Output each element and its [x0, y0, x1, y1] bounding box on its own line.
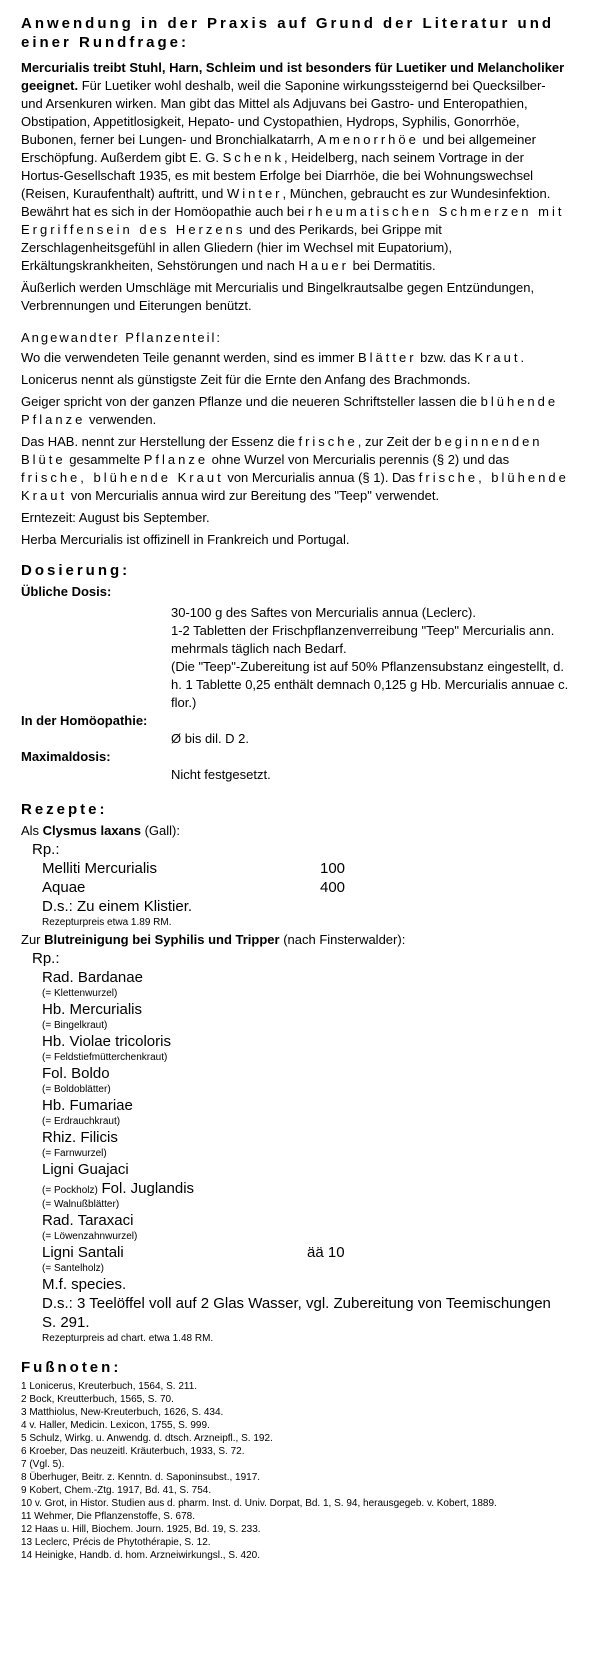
intro-text: Für Luetiker wohl deshalb, weil die Saponine wirkungssteigernd bei Quecksilber- und Arsenkuren wirken. Man gibt das Mittel als Adjuvans bei Gastro- und Enteropathien, Obstipation, Appetitlosigkeit, Hepato- und Cystopathien, Hydrops, Syphilis, Gonorrhöe, Bubonen, ferner bei Lungen- und Bronchialkatarrh, [21, 78, 546, 147]
ingredient-name: Hb. Fumariae [42, 1097, 133, 1114]
ingredient-name: Rhiz. Filicis [42, 1129, 118, 1146]
footnote: 1 Lonicerus, Kreuterbuch, 1564, S. 211. [21, 1381, 198, 1392]
footnote: 5 Schulz, Wirkg. u. Anwendg. d. dtsch. Arzneipfl., S. 192. [21, 1433, 273, 1444]
spaced-term: Winter [226, 186, 283, 201]
footnote: 2 Bock, Kreutterbuch, 1565, S. 70. [21, 1394, 174, 1405]
text: von Mercurialis annua (§ 1). Das [223, 470, 419, 485]
ingredient-note: (= Walnußblätter) [42, 1199, 120, 1210]
footnote: 11 Wehmer, Die Pflanzenstoffe, S. 678. [21, 1511, 195, 1522]
footnote: 10 v. Grot, in Histor. Studien aus d. pharm. Inst. d. Univ. Dorpat, Bd. 1, S. 94, herausgegeb. v. Kobert, 1889. [21, 1498, 497, 1509]
plant-part-title: Angewandter Pflanzenteil: [21, 330, 223, 345]
signature-instruction: D.s.: Zu einem Klistier. [42, 898, 193, 915]
footnote: 9 Kobert, Chem.-Ztg. 1917, Bd. 41, S. 754. [21, 1485, 212, 1496]
footnote: 4 v. Haller, Medicin. Lexicon, 1755, S. 999. [21, 1420, 210, 1431]
footnote: 3 Matthiolus, New-Kreuterbuch, 1626, S. 434. [21, 1407, 224, 1418]
dosage-title: Dosierung: [21, 562, 131, 579]
ingredient-name: Ligni Santali [42, 1244, 124, 1261]
ingredient-note: (= Farnwurzel) [42, 1148, 107, 1159]
footnotes-title: Fußnoten: [21, 1359, 122, 1376]
ingredient-name: Rad. Bardanae [42, 969, 143, 986]
intro-text: und bei allgemeiner Erschöpfung. Außerdem gibt E. G. [21, 132, 536, 165]
spaced-term: Amenorrhöe [317, 132, 419, 147]
max-dose-label: Maximaldosis: [21, 749, 111, 764]
ingredient-name: Aquae [42, 879, 86, 896]
ingredient-note: (= Bingelkraut) [42, 1020, 108, 1031]
plant-part-paragraph [21, 349, 569, 367]
ingredient-name: Hb. Mercurialis [42, 1001, 143, 1018]
recipe-price: Rezepturpreis etwa 1.89 RM. [42, 917, 172, 928]
recipes-title: Rezepte: [21, 801, 108, 818]
spaced-term: Blätter [357, 350, 417, 365]
ingredient-line [21, 1179, 569, 1198]
ingredient-row [21, 859, 569, 878]
ingredient-note: (= Boldoblätter) [42, 1084, 111, 1095]
document-page [21, 14, 569, 1562]
ingredient-note: (= Pockholz) [42, 1185, 98, 1196]
ingredient-amount: 100 [320, 860, 346, 877]
text: von Mercurialis annua wird zur Bereitung des "Teep" verwendet. [67, 488, 440, 503]
ingredient-amount: ää 10 [307, 1244, 345, 1261]
text: bzw. das [416, 350, 475, 365]
external-use-paragraph: Äußerlich werden Umschläge mit Mercurialis und Bingelkrautsalbe gegen Entzündungen, Verbrennungen und Eiterungen benützt. [21, 280, 535, 313]
usual-dose-label: Übliche Dosis: [21, 584, 112, 599]
footnote: 7 (Vgl. 5). [21, 1459, 65, 1470]
text: , zur Zeit der [357, 434, 435, 449]
text: . [520, 350, 525, 365]
usual-dose-value-3: (Die "Teep"-Zubereitung ist auf 50% Pflanzensubstanz eingestellt, d. h. 1 Tablette 0,25 enthält demnach 0,125 g Hb. Mercurialis annuae c. flor.) [171, 659, 569, 710]
text: Das HAB. nennt zur Herstellung der Essenz die [21, 434, 299, 449]
text: (nach Finsterwalder): [279, 932, 406, 947]
text: gesammelte [65, 452, 144, 467]
recipe-name: Clysmus laxans [42, 823, 141, 838]
geiger-paragraph [21, 393, 569, 429]
spaced-term: beginnenden Blüte [21, 434, 543, 467]
ingredient-amount: 400 [320, 879, 346, 896]
ingredient-note: (= Santelholz) [42, 1263, 104, 1274]
rp-label: Rp.: [32, 841, 60, 858]
homeopathy-label: In der Homöopathie: [21, 713, 148, 728]
intro-paragraph [21, 59, 569, 275]
intro-text: , Heidelberg, nach seinem Vortrage in der Hortus-Gesellschaft 1935, es mit bestem Erfolge bei Diarrhöe, die bei Wohnungswechsel (Reisen, Kuraufenthalt) auftritt, und [21, 150, 534, 201]
usual-dose-value-2: 1-2 Tabletten der Frischpflanzenverreibung "Teep" Mercurialis ann. mehrmals täglich nach Bedarf. [171, 623, 555, 656]
ingredient-row [21, 1243, 569, 1262]
harvest-time-paragraph: Lonicerus nennt als günstigste Zeit für die Ernte den Anfang des Brachmonds. [21, 372, 471, 387]
text: Geiger spricht von der ganzen Pflanze und die neueren Schriftsteller lassen die [21, 394, 481, 409]
text: verwenden. [85, 412, 157, 427]
ingredient-name: Rad. Taraxaci [42, 1212, 134, 1229]
ingredient-name: Melliti Mercurialis [42, 860, 158, 877]
spaced-term: frische, blühende Kraut [21, 470, 569, 503]
hab-paragraph [21, 433, 569, 505]
footnote-list [21, 1380, 569, 1562]
mixing-instruction: M.f. species. [42, 1276, 127, 1293]
ingredient-note: (= Feldstiefmütterchenkraut) [42, 1052, 168, 1063]
recipe-1-heading [21, 822, 569, 840]
usual-dose-value-1: 30-100 g des Saftes von Mercurialis annua (Leclerc). [171, 605, 476, 620]
footnote: 8 Überhuger, Beitr. z. Kenntn. d. Saponinsubst., 1917. [21, 1472, 261, 1483]
spaced-term: Hauer [298, 258, 349, 273]
page-title: Anwendung in der Praxis auf Grund der Literatur und einer Rundfrage: [21, 15, 555, 51]
spaced-term: Pflanze [143, 452, 209, 467]
spaced-term: Kraut [474, 350, 521, 365]
text: (Gall): [140, 823, 180, 838]
ingredient-name: Fol. Juglandis [101, 1180, 195, 1197]
recipe-2-heading [21, 931, 569, 949]
recipe-price: Rezepturpreis ad chart. etwa 1.48 RM. [42, 1333, 214, 1344]
ingredient-note: (= Löwenzahnwurzel) [42, 1231, 138, 1242]
footnote: 6 Kroeber, Das neuzeitl. Kräuterbuch, 1933, S. 72. [21, 1446, 245, 1457]
ingredient-note: (= Klettenwurzel) [42, 988, 118, 999]
ingredient-name: Ligni Guajaci [42, 1161, 129, 1178]
max-dose-value: Nicht festgesetzt. [171, 767, 271, 782]
intro-text: , München, gebraucht es zur Wundesinfektion. Bewährt hat es sich in der Homöopathie auch bei [21, 186, 551, 219]
intro-text: bei Dermatitis. [348, 258, 436, 273]
text: ohne Wurzel von Mercurialis perennis (§ 2) und das [208, 452, 510, 467]
intro-bold-text: Mercurialis treibt Stuhl, Harn, Schleim und ist besonders für Luetiker und Melancholiker geeignet. [21, 60, 565, 93]
harvest-season: Erntezeit: August bis September. [21, 510, 210, 525]
ingredient-name: Fol. Boldo [42, 1065, 110, 1082]
footnote: 13 Leclerc, Précis de Phytothérapie, S. 12. [21, 1537, 211, 1548]
ingredient-name: Hb. Violae tricoloris [42, 1033, 171, 1050]
footnote: 14 Heinigke, Handb. d. hom. Arzneiwirkungsl., S. 420. [21, 1550, 261, 1561]
text: Wo die verwendeten Teile genannt werden, sind es immer [21, 350, 358, 365]
spaced-term: frische, blühende Kraut [21, 470, 224, 485]
spaced-term: rheumatischen Schmerzen mit Ergriffensein des Herzens [21, 204, 565, 237]
officinal-note: Herba Mercurialis ist offizinell in Frankreich und Portugal. [21, 532, 350, 547]
text: Zur [21, 932, 45, 947]
intro-text: und des Perikards, bei Grippe mit Zerschlagenheitsgefühl in allen Gliedern (hier im Wechsel mit Eupatorium), Erkältungskrankheiten, Sehstörungen und nach [21, 222, 453, 273]
footnote: 12 Haas u. Hill, Biochem. Journ. 1925, Bd. 19, S. 233. [21, 1524, 261, 1535]
homeopathy-value: Ø bis dil. D 2. [171, 731, 250, 746]
signature-instruction: D.s.: 3 Teelöffel voll auf 2 Glas Wasser, vgl. Zubereitung von Teemischungen S. 291. [42, 1295, 551, 1331]
spaced-term: blühende Pflanze [21, 394, 559, 427]
rp-label: Rp.: [32, 950, 60, 967]
ingredient-note: (= Erdrauchkraut) [42, 1116, 121, 1127]
ingredient-row [21, 878, 569, 897]
spaced-term: frische [298, 434, 358, 449]
recipe-name: Blutreinigung bei Syphilis und Tripper [44, 932, 280, 947]
spaced-term: Schenk [222, 150, 284, 165]
text: Als [21, 823, 43, 838]
